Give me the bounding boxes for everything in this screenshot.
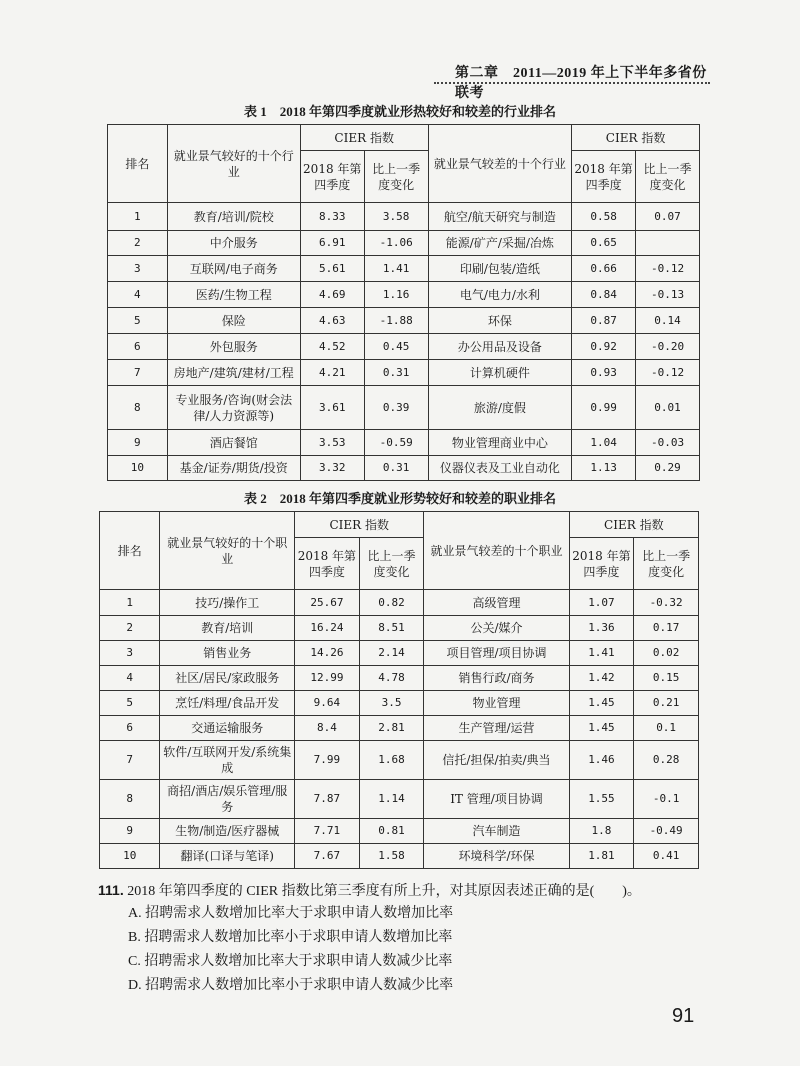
bad-change-value: -0.13 <box>636 282 700 308</box>
good-item-cell: 外包服务 <box>167 334 300 360</box>
bad-q4-value: 0.99 <box>572 386 636 430</box>
good-change-value: 1.41 <box>364 256 428 282</box>
table-row <box>108 360 700 386</box>
bad-change-value: 0.1 <box>634 716 699 741</box>
good-change-value: 2.81 <box>359 716 424 741</box>
bad-change-value: -0.12 <box>636 360 700 386</box>
good-q4-value: 4.63 <box>300 308 364 334</box>
question-text: 2018 年第四季度的 CIER 指数比第三季度有所上升，对其原因表述正确的是( )。 <box>127 884 641 899</box>
table-row <box>100 641 699 666</box>
good-item-cell: 专业服务/咨询(财会法律/人力资源等) <box>167 386 300 430</box>
bad-item-cell: 仪器仪表及工业自动化 <box>428 456 572 481</box>
bad-q4-value: 1.13 <box>572 456 636 481</box>
table-row <box>108 456 700 481</box>
bad-change-value: 0.41 <box>634 844 699 869</box>
good-change-value: 0.82 <box>359 590 424 616</box>
bad-change-value: -0.03 <box>636 430 700 456</box>
bad-q4-value: 0.87 <box>572 308 636 334</box>
good-change-value: -1.88 <box>364 308 428 334</box>
header-bad: 就业景气较差的十个职业 <box>424 512 569 590</box>
bad-q4-value: 1.45 <box>569 716 634 741</box>
option-b[interactable]: B. 招聘需求人数增加比率小于求职申请人数增加比率 <box>128 930 453 945</box>
bad-q4-value: 0.84 <box>572 282 636 308</box>
bad-change-value: 0.01 <box>636 386 700 430</box>
rank-cell: 8 <box>108 386 168 430</box>
page-number: 91 <box>672 1005 695 1027</box>
good-item-cell: 互联网/电子商务 <box>167 256 300 282</box>
bad-item-cell: 环境科学/环保 <box>424 844 569 869</box>
rank-cell: 7 <box>100 741 160 780</box>
bad-q4-value: 1.41 <box>569 641 634 666</box>
bad-change-value: 0.15 <box>634 666 699 691</box>
rank-cell: 2 <box>108 231 168 256</box>
good-change-value: 0.81 <box>359 819 424 844</box>
good-item-cell: 销售业务 <box>160 641 295 666</box>
bad-item-cell: 物业管理 <box>424 691 569 716</box>
bad-item-cell: 旅游/度假 <box>428 386 572 430</box>
good-item-cell: 技巧/操作工 <box>160 590 295 616</box>
bad-q4-value: 0.65 <box>572 231 636 256</box>
rank-cell: 9 <box>108 430 168 456</box>
good-item-cell: 中介服务 <box>167 231 300 256</box>
good-q4-value: 14.26 <box>295 641 360 666</box>
header-q4-bad: 2018 年第四季度 <box>572 151 636 203</box>
bad-q4-value: 1.45 <box>569 691 634 716</box>
question-stem <box>98 878 641 904</box>
good-change-value: 0.45 <box>364 334 428 360</box>
bad-change-value: 0.17 <box>634 616 699 641</box>
good-item-cell: 医药/生物工程 <box>167 282 300 308</box>
option-d[interactable]: D. 招聘需求人数增加比率小于求职申请人数减少比率 <box>128 978 454 993</box>
good-q4-value: 4.21 <box>300 360 364 386</box>
header-q4-good: 2018 年第四季度 <box>300 151 364 203</box>
good-change-value: 1.14 <box>359 780 424 819</box>
bad-change-value: 0.21 <box>634 691 699 716</box>
table-row <box>108 386 700 430</box>
header-cier-good: CIER 指数 <box>295 512 424 538</box>
header-cier-bad: CIER 指数 <box>569 512 698 538</box>
bad-item-cell: 航空/航天研究与制造 <box>428 203 572 231</box>
header-change-good: 比上一季度变化 <box>364 151 428 203</box>
bad-q4-value: 1.8 <box>569 819 634 844</box>
rank-cell: 1 <box>108 203 168 231</box>
table-row <box>100 844 699 869</box>
good-q4-value: 3.32 <box>300 456 364 481</box>
good-q4-value: 9.64 <box>295 691 360 716</box>
rank-cell: 10 <box>100 844 160 869</box>
header-divider <box>434 82 710 84</box>
table-row <box>100 819 699 844</box>
table-row <box>108 308 700 334</box>
good-q4-value: 4.52 <box>300 334 364 360</box>
bad-change-value: 0.14 <box>636 308 700 334</box>
rank-cell: 3 <box>108 256 168 282</box>
table-row <box>108 203 700 231</box>
bad-item-cell: 公关/媒介 <box>424 616 569 641</box>
bad-item-cell: 物业管理商业中心 <box>428 430 572 456</box>
rank-cell: 9 <box>100 819 160 844</box>
good-item-cell: 软件/互联网开发/系统集成 <box>160 741 295 780</box>
table-row <box>100 691 699 716</box>
bad-item-cell: 能源/矿产/采掘/冶炼 <box>428 231 572 256</box>
good-q4-value: 7.87 <box>295 780 360 819</box>
good-item-cell: 社区/居民/家政服务 <box>160 666 295 691</box>
good-q4-value: 5.61 <box>300 256 364 282</box>
table-row <box>100 716 699 741</box>
good-q4-value: 3.53 <box>300 430 364 456</box>
table-row <box>100 666 699 691</box>
good-item-cell: 酒店餐馆 <box>167 430 300 456</box>
good-q4-value: 12.99 <box>295 666 360 691</box>
good-q4-value: 4.69 <box>300 282 364 308</box>
good-change-value: 1.68 <box>359 741 424 780</box>
bad-q4-value: 1.46 <box>569 741 634 780</box>
good-item-cell: 基金/证券/期货/投资 <box>167 456 300 481</box>
table-row <box>108 430 700 456</box>
rank-cell: 5 <box>100 691 160 716</box>
option-c[interactable]: C. 招聘需求人数增加比率大于求职申请人数减少比率 <box>128 954 453 969</box>
bad-item-cell: 项目管理/项目协调 <box>424 641 569 666</box>
header-change-good: 比上一季度变化 <box>359 538 424 590</box>
good-q4-value: 7.71 <box>295 819 360 844</box>
table2-occupation-ranking <box>99 511 699 869</box>
bad-change-value: -0.20 <box>636 334 700 360</box>
bad-item-cell: 计算机硬件 <box>428 360 572 386</box>
bad-change-value: -0.32 <box>634 590 699 616</box>
good-item-cell: 生物/制造/医疗器械 <box>160 819 295 844</box>
rank-cell: 6 <box>108 334 168 360</box>
rank-cell: 7 <box>108 360 168 386</box>
good-change-value: 3.5 <box>359 691 424 716</box>
good-item-cell: 教育/培训/院校 <box>167 203 300 231</box>
bad-q4-value: 1.81 <box>569 844 634 869</box>
header-rank: 排名 <box>100 512 160 590</box>
bad-q4-value: 0.66 <box>572 256 636 282</box>
header-q4-good: 2018 年第四季度 <box>295 538 360 590</box>
bad-q4-value: 1.07 <box>569 590 634 616</box>
bad-change-value: 0.28 <box>634 741 699 780</box>
good-change-value: 0.31 <box>364 456 428 481</box>
bad-change-value <box>636 231 700 256</box>
good-change-value: 1.58 <box>359 844 424 869</box>
good-change-value: 0.39 <box>364 386 428 430</box>
bad-q4-value: 1.36 <box>569 616 634 641</box>
bad-change-value: -0.12 <box>636 256 700 282</box>
good-item-cell: 烹饪/料理/食品开发 <box>160 691 295 716</box>
table-row <box>108 334 700 360</box>
good-q4-value: 6.91 <box>300 231 364 256</box>
bad-item-cell: 生产管理/运营 <box>424 716 569 741</box>
good-q4-value: 8.4 <box>295 716 360 741</box>
bad-item-cell: 销售行政/商务 <box>424 666 569 691</box>
good-change-value: 2.14 <box>359 641 424 666</box>
bad-q4-value: 1.55 <box>569 780 634 819</box>
good-item-cell: 商招/酒店/娱乐管理/服务 <box>160 780 295 819</box>
option-a[interactable]: A. 招聘需求人数增加比率大于求职申请人数增加比率 <box>128 906 454 921</box>
table-row <box>108 282 700 308</box>
bad-item-cell: 印刷/包装/造纸 <box>428 256 572 282</box>
bad-item-cell: 汽车制造 <box>424 819 569 844</box>
table-row <box>108 256 700 282</box>
rank-cell: 6 <box>100 716 160 741</box>
good-q4-value: 7.99 <box>295 741 360 780</box>
good-q4-value: 16.24 <box>295 616 360 641</box>
good-change-value: -1.06 <box>364 231 428 256</box>
bad-change-value: 0.07 <box>636 203 700 231</box>
good-change-value: 8.51 <box>359 616 424 641</box>
good-change-value: 0.31 <box>364 360 428 386</box>
header-bad: 就业景气较差的十个行业 <box>428 125 572 203</box>
header-good: 就业景气较好的十个行业 <box>167 125 300 203</box>
bad-q4-value: 0.93 <box>572 360 636 386</box>
good-q4-value: 8.33 <box>300 203 364 231</box>
bad-item-cell: 环保 <box>428 308 572 334</box>
question-number: 111. <box>98 882 124 898</box>
rank-cell: 4 <box>100 666 160 691</box>
header-change-bad: 比上一季度变化 <box>634 538 699 590</box>
good-change-value: -0.59 <box>364 430 428 456</box>
header-change-bad: 比上一季度变化 <box>636 151 700 203</box>
table-row <box>100 616 699 641</box>
good-q4-value: 7.67 <box>295 844 360 869</box>
good-item-cell: 交通运输服务 <box>160 716 295 741</box>
good-q4-value: 25.67 <box>295 590 360 616</box>
good-item-cell: 翻译(口译与笔译) <box>160 844 295 869</box>
header-good: 就业景气较好的十个职业 <box>160 512 295 590</box>
bad-item-cell: 高级管理 <box>424 590 569 616</box>
header-rank: 排名 <box>108 125 168 203</box>
good-item-cell: 保险 <box>167 308 300 334</box>
bad-item-cell: 信托/担保/拍卖/典当 <box>424 741 569 780</box>
table1-industry-ranking <box>107 124 700 481</box>
good-item-cell: 教育/培训 <box>160 616 295 641</box>
good-item-cell: 房地产/建筑/建材/工程 <box>167 360 300 386</box>
rank-cell: 2 <box>100 616 160 641</box>
rank-cell: 1 <box>100 590 160 616</box>
table-row <box>100 590 699 616</box>
table2-caption: 表 2 2018 年第四季度就业形势较好和较差的职业排名 <box>243 491 556 506</box>
bad-item-cell: IT 管理/项目协调 <box>424 780 569 819</box>
chapter-header: 第二章 2011—2019 年上下半年多省份联考 <box>455 66 707 101</box>
rank-cell: 5 <box>108 308 168 334</box>
good-change-value: 1.16 <box>364 282 428 308</box>
rank-cell: 8 <box>100 780 160 819</box>
good-change-value: 3.58 <box>364 203 428 231</box>
table-row <box>100 780 699 819</box>
bad-q4-value: 1.04 <box>572 430 636 456</box>
bad-change-value: 0.29 <box>636 456 700 481</box>
good-change-value: 4.78 <box>359 666 424 691</box>
good-q4-value: 3.61 <box>300 386 364 430</box>
bad-item-cell: 办公用品及设备 <box>428 334 572 360</box>
bad-q4-value: 0.92 <box>572 334 636 360</box>
rank-cell: 4 <box>108 282 168 308</box>
header-cier-bad: CIER 指数 <box>572 125 700 151</box>
bad-q4-value: 1.42 <box>569 666 634 691</box>
table-row <box>100 741 699 780</box>
bad-change-value: 0.02 <box>634 641 699 666</box>
bad-change-value: -0.49 <box>634 819 699 844</box>
rank-cell: 10 <box>108 456 168 481</box>
table1-caption: 表 1 2018 年第四季度就业形热较好和较差的行业排名 <box>243 104 556 119</box>
bad-item-cell: 电气/电力/水利 <box>428 282 572 308</box>
bad-change-value: -0.1 <box>634 780 699 819</box>
table-row <box>108 231 700 256</box>
header-cier-good: CIER 指数 <box>300 125 428 151</box>
rank-cell: 3 <box>100 641 160 666</box>
header-q4-bad: 2018 年第四季度 <box>569 538 634 590</box>
bad-q4-value: 0.58 <box>572 203 636 231</box>
